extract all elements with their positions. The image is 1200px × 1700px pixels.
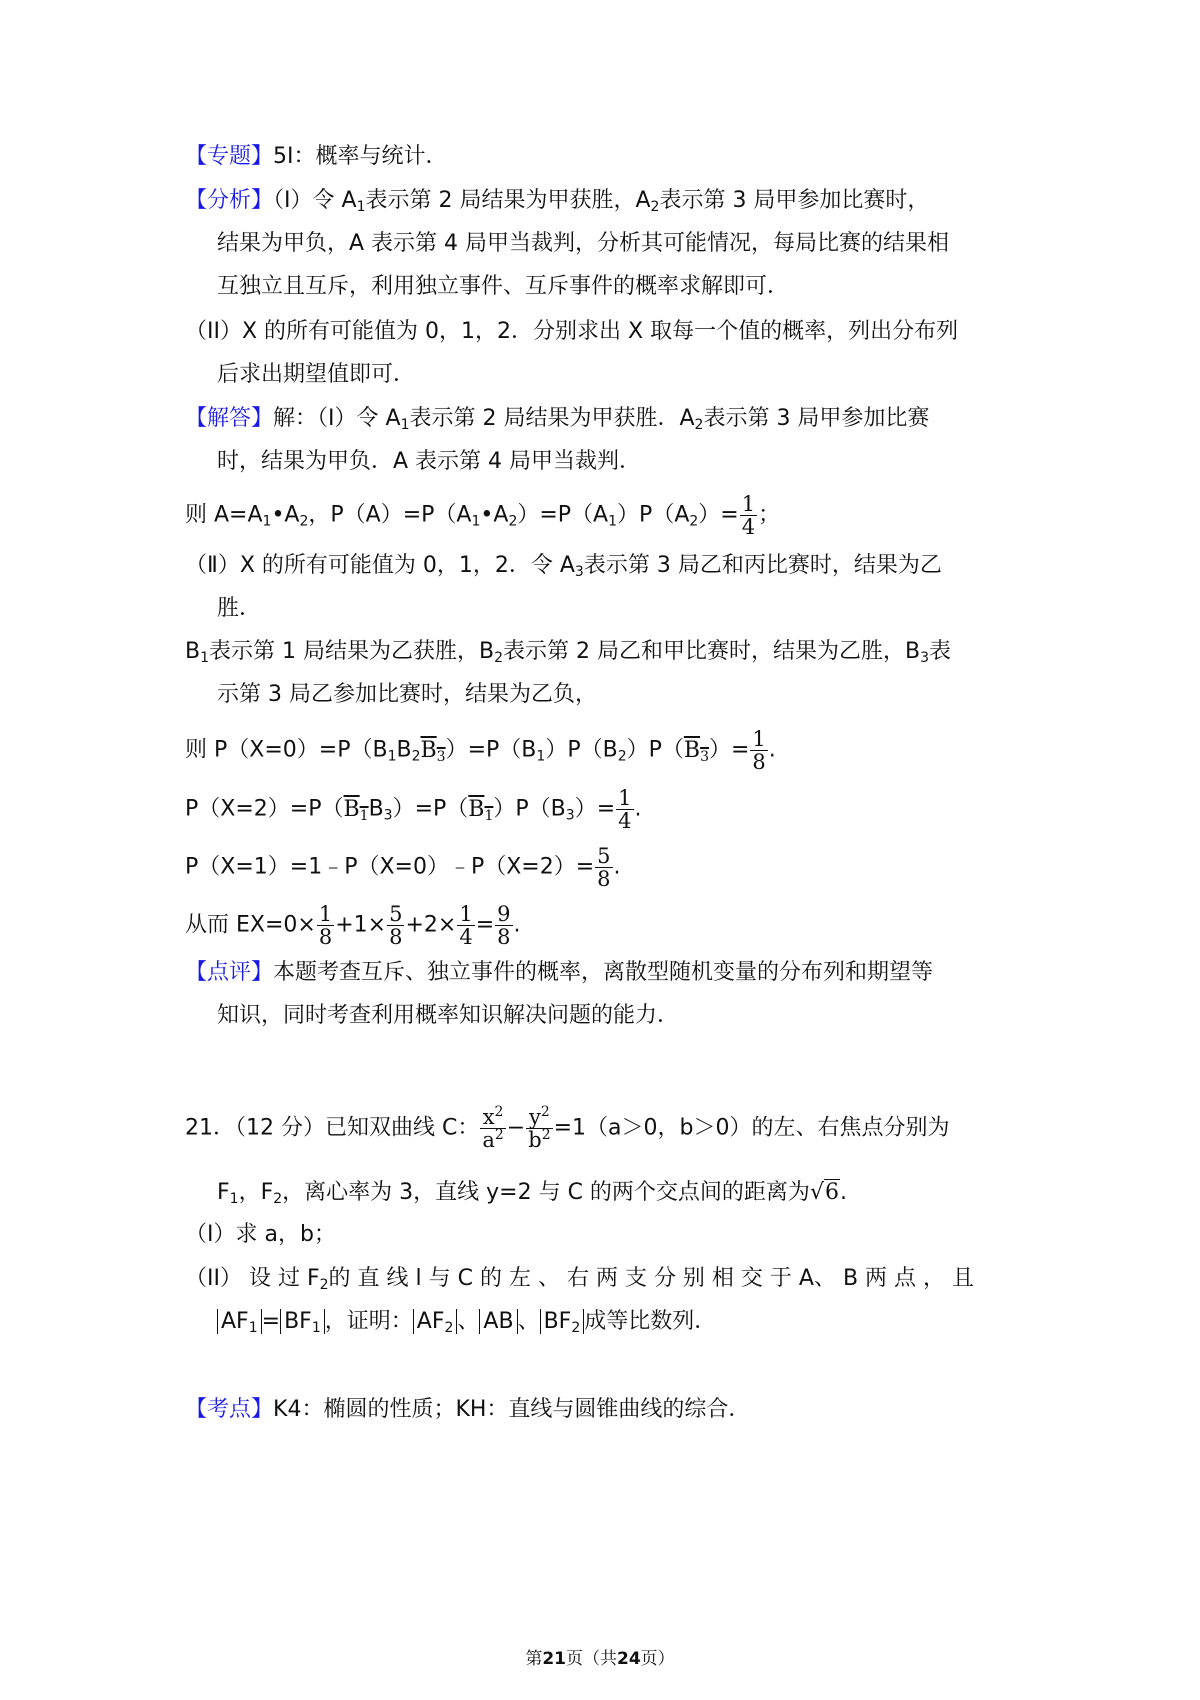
solution-line-2: 时，结果为甲负．A 表示第 4 局甲当裁判． (217, 449, 642, 474)
solution-text: 表示第 3 局乙和丙比赛时，结果为乙 (583, 553, 942, 578)
topic-line (185, 142, 448, 172)
fraction-1-8: $\frac{1}{8}$ (752, 727, 766, 774)
solution-text: B (368, 796, 384, 822)
comment-text: 本题考查互斥、独立事件的概率，离散型随机变量的分布列和期望等 (273, 960, 934, 985)
solution-text: ）=P（B (445, 737, 537, 763)
solution-line-1: 【解答】解：（I）令 $A_1$表示第 2 局结果为甲获胜．$A_2$表示第 3 局甲参加比赛 (185, 406, 930, 433)
fraction-5-8: $\frac{5}{8}$ (389, 902, 403, 949)
fraction-9-8: $\frac{9}{8}$ (497, 902, 511, 949)
question-21-line-2: $F_1$，$F_2$，离心率为 3，直线 y=2 与 C 的两个交点间的距离为√6. (217, 1180, 847, 1207)
question-text: ，证明： (324, 1309, 413, 1334)
keypoint-line (185, 1395, 750, 1425)
solution-text: ）=P（ (392, 796, 469, 822)
keypoint-tag: 【考点】 (185, 1397, 274, 1422)
analysis-text: 表示第 3 局甲参加比赛时， (659, 188, 930, 213)
fraction-x2-a2: $\frac{x^2}{a^2}$ (482, 1104, 504, 1152)
question-text: =1（a＞0，b＞0）的左、右焦点分别为 (553, 1115, 950, 1141)
solution-tag: 【解答】 (185, 406, 274, 431)
solution-text: （Ⅱ）X 的所有可能值为 0，1，2．令 A (185, 553, 575, 578)
solution-text: ）P（ (626, 737, 684, 763)
solution-text: 表示第 3 局甲参加比赛 (703, 406, 930, 431)
analysis-text: （I）令 A (273, 188, 357, 213)
footer-text: 第 (525, 1649, 543, 1669)
fraction-1-4: $\frac{1}{4}$ (618, 786, 632, 833)
solution-line-8: 则 $P(X=0)=P(B_1B_2B_3)=P(B_1)P(B_2)P(B_3)=$ $\frac{1}{8}$ . (185, 727, 776, 774)
solution-text: ，P（A）=P（A (308, 502, 472, 528)
solution-text: B (396, 737, 412, 763)
solution-line-6: $B_1$表示第 1 局结果为乙获胜，$B_2$表示第 2 局乙和甲比赛时，结果为乙胜，$B_3$表 (185, 639, 952, 666)
footer-text: 页（共 (566, 1649, 617, 1669)
keypoint-text: K4：椭圆的性质；KH：直线与圆锥曲线的综合． (273, 1397, 751, 1422)
solution-text: +1× (335, 912, 387, 938)
analysis-tag: 【分析】 (185, 188, 274, 213)
solution-text: •A (271, 502, 300, 528)
solution-text: ）= (708, 737, 750, 763)
solution-line-3: 则 $A=A_1•A_2$，$P(A)=P(A_1•A_2)=P(A_1)P(A_2)=$ $\frac{1}{4}$ ； (185, 492, 781, 539)
solution-text: 表示第 1 局结果为乙获胜，B (209, 639, 495, 664)
fraction-y2-b2: $\frac{y^2}{b^2}$ (528, 1104, 551, 1152)
fraction-5-8: $\frac{5}{8}$ (597, 844, 611, 891)
page-total: 24 (617, 1649, 641, 1669)
analysis-line-3: 互独立且互斥，利用独立事件、互斥事件的概率求解即可． (217, 274, 790, 299)
analysis-line-4: （II）X 的所有可能值为 0，1，2．分别求出 X 取每一个值的概率，列出分布列 (185, 319, 959, 344)
fraction-1-8: $\frac{1}{8}$ (318, 902, 333, 949)
solution-text: ）= (574, 796, 616, 822)
solution-text: = (475, 912, 495, 938)
question-21-line-3: （I）求 a，b； (185, 1222, 336, 1247)
page-footer (0, 1644, 1200, 1669)
solution-line-10: P（X=1）=1﹣P（X=0）﹣P（X=2）= $\frac{5}{8}$ . (185, 844, 621, 891)
footer-text: 页） (640, 1649, 675, 1669)
solution-line-9: $P(X=2)=P(B_1B_3)=P(B_1)P(B_3)=$ $\frac{1}{4}$ . (185, 786, 642, 833)
sqrt-6: √6 (809, 1180, 839, 1205)
solution-line-5: 胜． (217, 596, 262, 621)
question-text: 的 直 线 l 与 C 的 左 、 右 两 支 分 别 相 交 于 A、 B 两 点 ， 且 (328, 1266, 975, 1291)
solution-text: P（X=2）=P（ (185, 796, 344, 822)
analysis-line-2: 结果为甲负，A 表示第 4 局甲当裁判，分析其可能情况，每局比赛的结果相 (217, 231, 950, 256)
fraction-1-4: $\frac{1}{4}$ (741, 492, 756, 539)
question-text: 成等比数列． (584, 1309, 717, 1334)
solution-text: ）= (698, 502, 739, 528)
solution-text: ）P（B (545, 737, 618, 763)
solution-text: +2× (405, 912, 457, 938)
question-21-line-4: （II） 设 过 $F_2$的 直 线 l 与 C 的 左 、 右 两 支 分 别 相 交 于 A、 B 两 点 ， 且 (185, 1266, 975, 1293)
question-text: （II） 设 过 F (185, 1266, 320, 1291)
solution-line-7: 示第 3 局乙参加比赛时，结果为乙负， (217, 682, 597, 707)
solution-text: ）=P（A (517, 502, 609, 528)
solution-text: •A (480, 502, 509, 528)
question-text: ，离心率为 3，直线 y=2 与 C 的两个交点间的距离为 (282, 1180, 810, 1205)
comment-line-1 (185, 958, 933, 988)
comment-line-2: 知识，同时考查利用概率知识解决问题的能力． (217, 1003, 680, 1028)
solution-text: 解：（I）令 A (273, 406, 401, 431)
fraction-1-4: $\frac{1}{4}$ (459, 902, 473, 949)
analysis-line-5: 后求出期望值即可． (217, 362, 416, 387)
solution-text: P（X=1）=1﹣P（X=0）﹣P（X=2）= (185, 854, 595, 880)
solution-text: 则 A=A (185, 502, 263, 528)
comment-tag: 【点评】 (185, 960, 274, 985)
solution-line-4: （Ⅱ）X 的所有可能值为 0，1，2．令 $A_3$表示第 3 局乙和丙比赛时，结果为乙 (185, 553, 942, 580)
solution-text: 则 P（X=0）=P（B (185, 737, 388, 763)
solution-text: 从而 EX=0× (185, 912, 316, 938)
solution-text: ）P（A (617, 502, 690, 528)
solution-text: 表 (929, 639, 952, 664)
question-21-line-1: 21．（12 分）已知双曲线 C： $\frac{x^2}{a^2}$ − $\frac{y^2}{b^2}$ =1（a＞0，b＞0）的左、右焦点分别为 (185, 1104, 950, 1152)
page-number: 21 (542, 1649, 566, 1669)
solution-line-11: 从而 EX=0× $\frac{1}{8}$ +1× $\frac{5}{8}$ +2× $\frac{1}{4}$ = $\frac{9}{8}$ . (185, 902, 521, 949)
analysis-line-1: 【分析】（I）令 $A_1$表示第 2 局结果为甲获胜，$A_2$表示第 3 局甲参加比赛时， (185, 188, 930, 215)
question-text: 21．（12 分）已知双曲线 C： (185, 1115, 480, 1141)
question-21-line-5: $AF_1 = BF_1$ ，证明： $AF_2$ 、 AB 、 $BF_2$ 成等比数列． (217, 1307, 716, 1337)
question-text: ，F (238, 1180, 274, 1205)
solution-text: ； (758, 502, 781, 528)
solution-text: 表示第 2 局乙和甲比赛时，结果为乙胜，B (503, 639, 921, 664)
topic-text: 5I：概率与统计． (273, 144, 448, 169)
topic-tag: 【专题】 (185, 144, 274, 169)
analysis-text: 表示第 2 局结果为甲获胜，A (365, 188, 651, 213)
solution-text: 表示第 2 局结果为甲获胜．A (409, 406, 695, 431)
solution-text: ）P（B (493, 796, 566, 822)
